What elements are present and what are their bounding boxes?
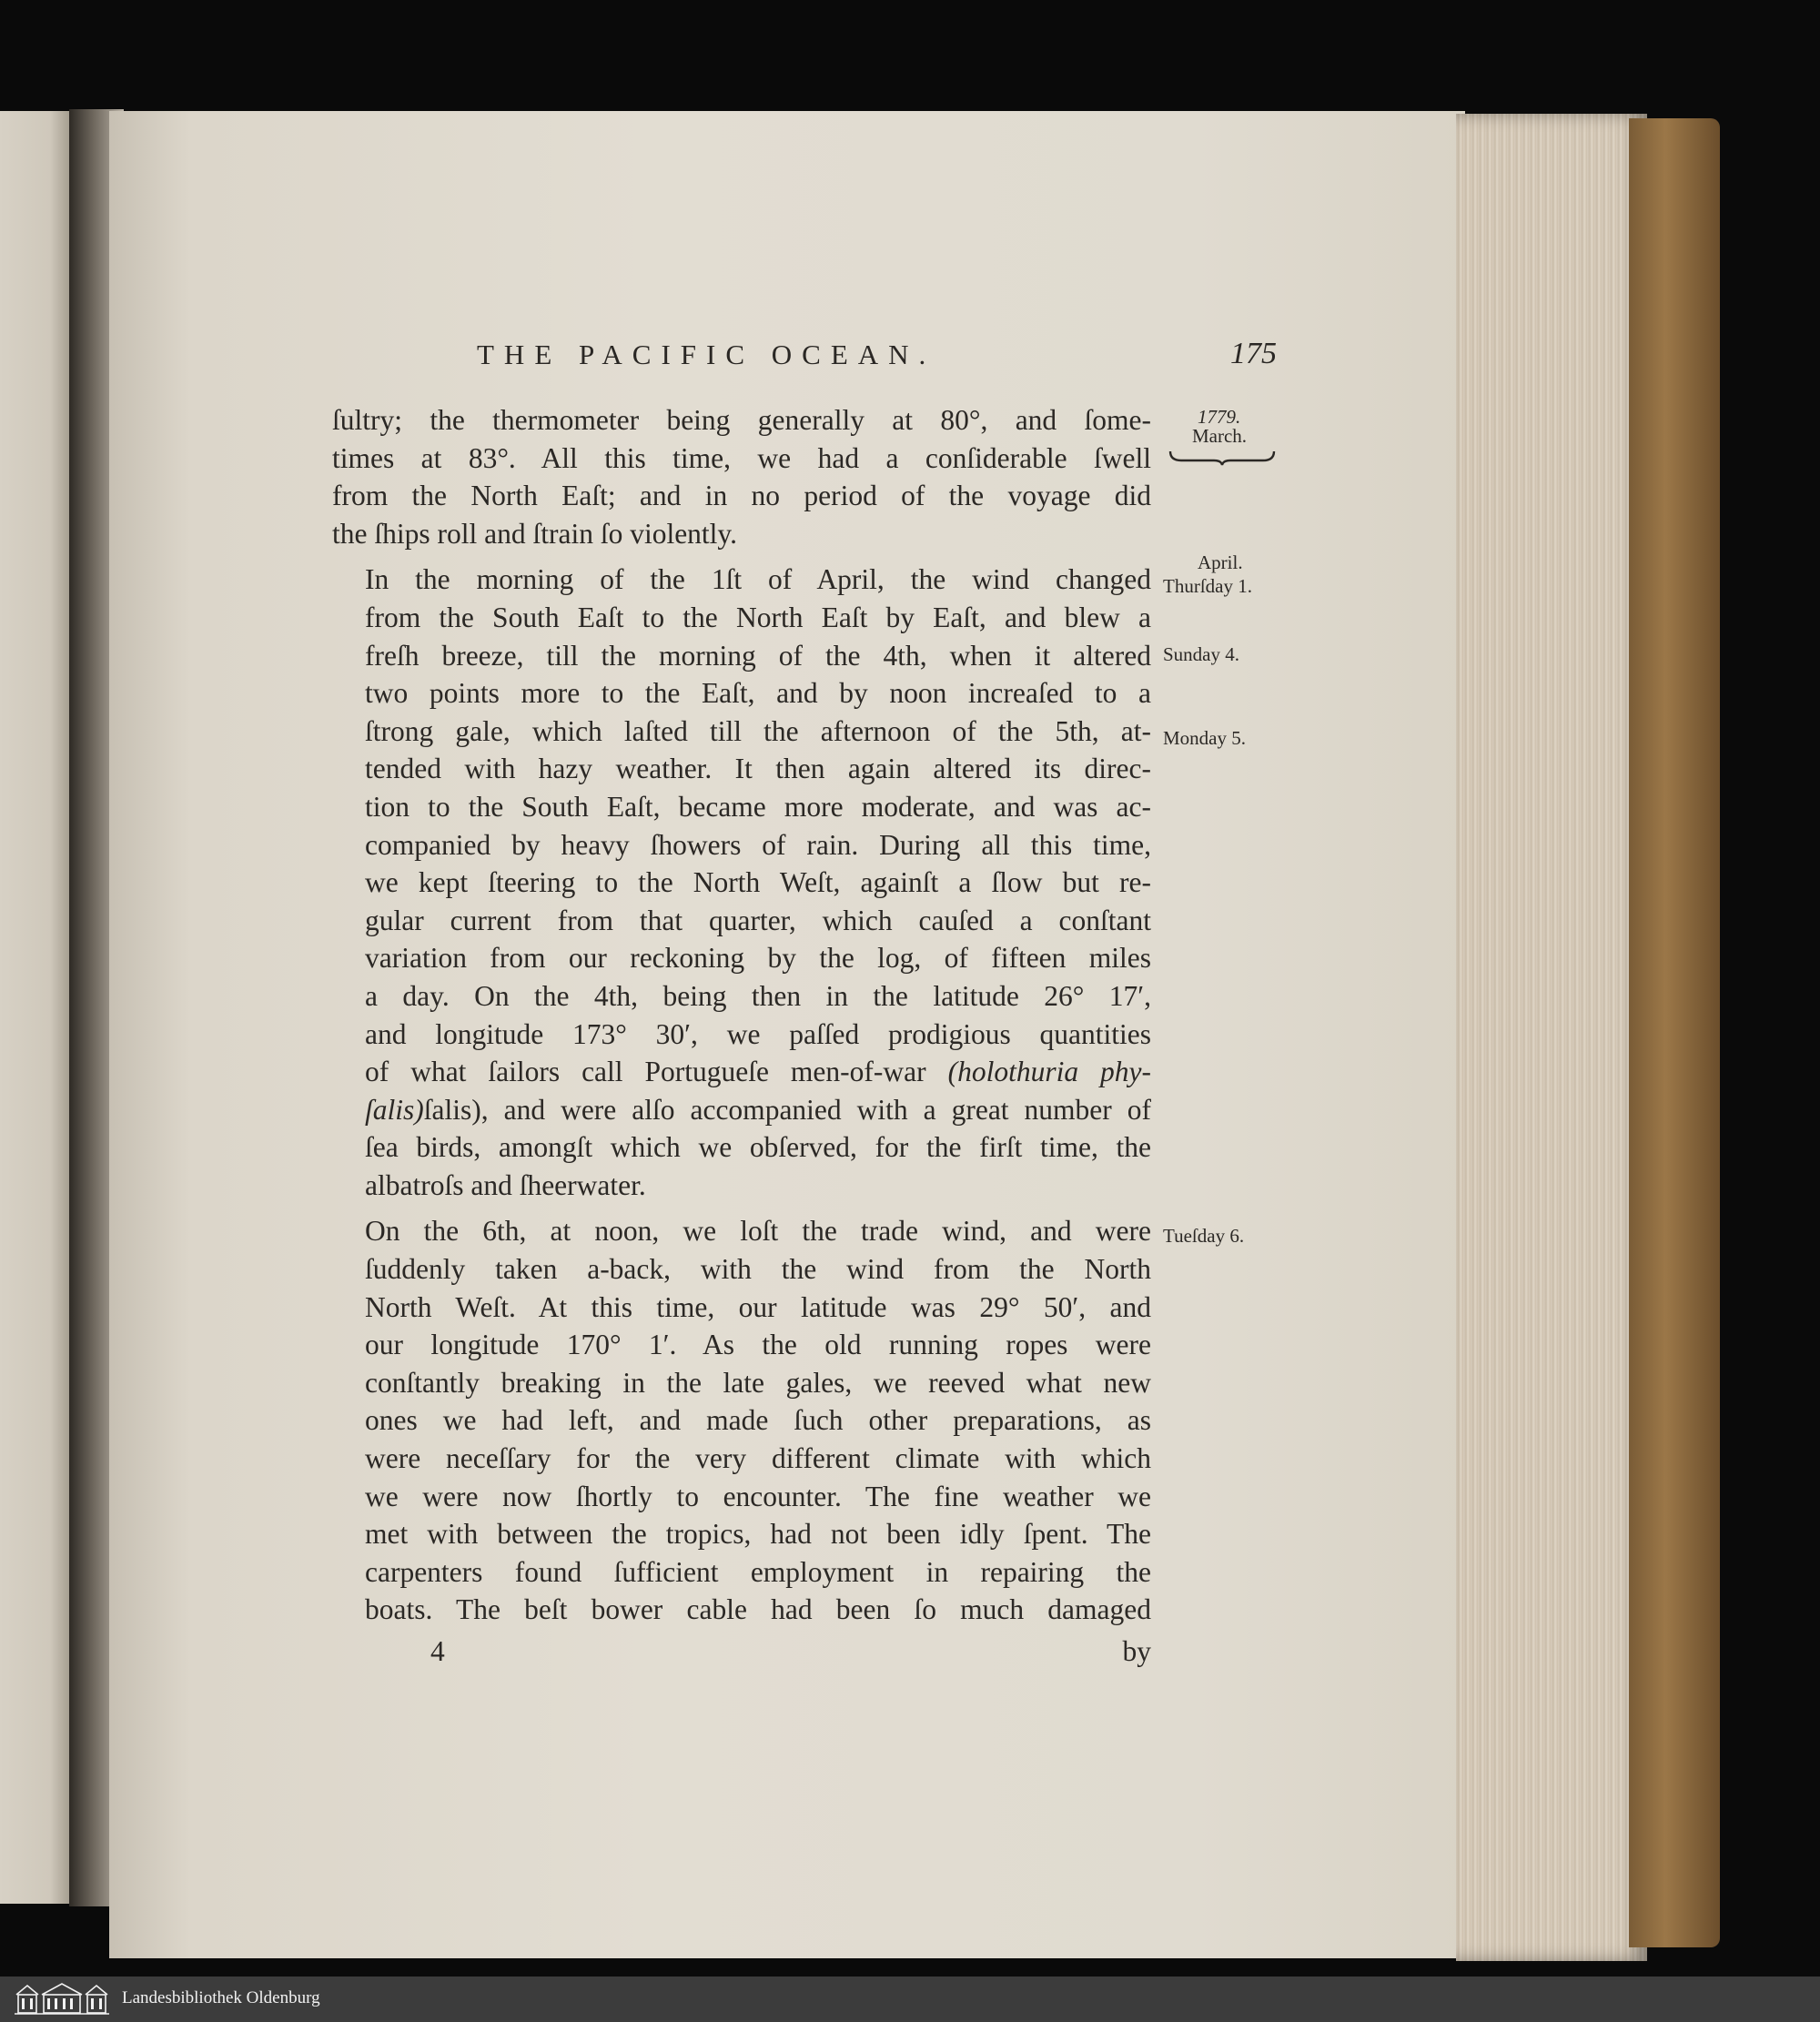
text-line: variation from our reckoning by the log, of fifteen miles <box>365 942 1151 975</box>
text-line: ſultry; the thermometer being generally at 80°, and ſome- <box>332 404 1151 436</box>
text-line-mixed <box>332 1053 1151 1091</box>
library-building-icon <box>13 1982 111 2017</box>
brace-icon <box>1168 450 1276 466</box>
italic-fragment: ſalis) <box>365 1093 424 1126</box>
text-line: ones we had left, and made ſuch other preparations, as <box>365 1404 1151 1437</box>
page-block-edges <box>1456 114 1647 1961</box>
text-line: met with between the tropics, had not been idly ſpent. The <box>365 1518 1151 1551</box>
margin-note-tuesday: Tueſday 6. <box>1163 1225 1245 1247</box>
text-line: ſuddenly taken a-back, with the wind from the North <box>365 1253 1151 1286</box>
text-line: conſtantly breaking in the late gales, we reeved what new <box>365 1366 1151 1399</box>
running-title: THE PACIFIC OCEAN. <box>477 339 936 370</box>
text-line: the ſhips roll and ſtrain ſo violently. <box>332 517 738 550</box>
text-line: and longitude 173° 30′, we paſſed prodigious quantities <box>365 1017 1151 1050</box>
margin-note-year: 1779. <box>1198 406 1241 428</box>
margin-note-month-march: March. <box>1192 425 1248 447</box>
margin-note-thursday: Thurſday 1. <box>1163 575 1252 597</box>
signature-mark: 4 <box>430 1635 445 1667</box>
page-number: 175 <box>1230 337 1277 370</box>
text-line: boats. The beſt bower cable had been ſo much damaged <box>365 1593 1151 1626</box>
page-header <box>477 339 1296 393</box>
paragraph-1 <box>332 401 1151 552</box>
text-line: we kept ſteering to the North Weſt, againſt a ſlow but re- <box>365 866 1151 899</box>
text-line: On the 6th, at noon, we loſt the trade wind, and were <box>365 1215 1151 1248</box>
margin-note-sunday: Sunday 4. <box>1163 643 1239 665</box>
text-line: North Weſt. At this time, our latitude was 29° 50′, and <box>365 1290 1151 1323</box>
book-cover-edge <box>1629 118 1720 1947</box>
text-line: companied by heavy ſhowers of rain. During all this time, <box>365 828 1151 861</box>
text-fragment: ſalis), and were alſo accompanied with a great number of <box>423 1093 1151 1126</box>
text-line: ſea birds, amongſt which we obſerved, for the firſt time, the <box>365 1131 1151 1164</box>
paragraph-3 <box>332 1212 1151 1629</box>
text-line: from the North Eaſt; and in no period of the voyage did <box>332 480 1151 512</box>
footer-bar <box>0 1977 1820 2022</box>
text-line: gular current from that quarter, which cauſed a conſtant <box>365 904 1151 936</box>
body-text <box>332 401 1151 1629</box>
text-fragment: of what ſailors call Portugueſe men-of-war <box>365 1056 926 1088</box>
margin-note-month-april: April. <box>1198 551 1243 573</box>
library-name: Landesbibliothek Oldenburg <box>122 1988 320 2007</box>
text-line: two points more to the Eaſt, and by noon increaſed to a <box>365 677 1151 710</box>
text-line: carpenters found ſufficient employment in repairing the <box>365 1555 1151 1588</box>
text-line: tended with hazy weather. It then again altered its direc- <box>365 753 1151 785</box>
text-line: albatroſs and ſheerwater. <box>365 1168 646 1201</box>
text-line: from the South Eaſt to the North Eaſt by Eaſt, and blew a <box>365 601 1151 633</box>
text-line: our longitude 170° 1′. As the old running ropes were <box>365 1329 1151 1361</box>
margin-note-monday: Monday 5. <box>1163 727 1246 749</box>
text-line: freſh breeze, till the morning of the 4th, when it altered <box>365 639 1151 672</box>
text-line: were neceſſary for the very different climate with which <box>365 1442 1151 1475</box>
text-line: a day. On the 4th, being then in the latitude 26° 17′, <box>365 979 1151 1012</box>
text-line: tion to the South Eaſt, became more moderate, and was ac- <box>365 790 1151 823</box>
text-line: ſtrong gale, which laſted till the afternoon of the 5th, at- <box>365 714 1151 747</box>
text-line-mixed <box>332 1091 1151 1129</box>
paragraph-2 <box>332 561 1151 1204</box>
catchword: by <box>1122 1635 1151 1667</box>
text-line: In the morning of the 1ſt of April, the wind changed <box>365 563 1151 596</box>
text-line: times at 83°. All this time, we had a conſiderable ſwell <box>332 441 1151 474</box>
text-line: we were now ſhortly to encounter. The fine weather we <box>365 1480 1151 1512</box>
italic-fragment: (holothuria phy- <box>947 1056 1152 1088</box>
